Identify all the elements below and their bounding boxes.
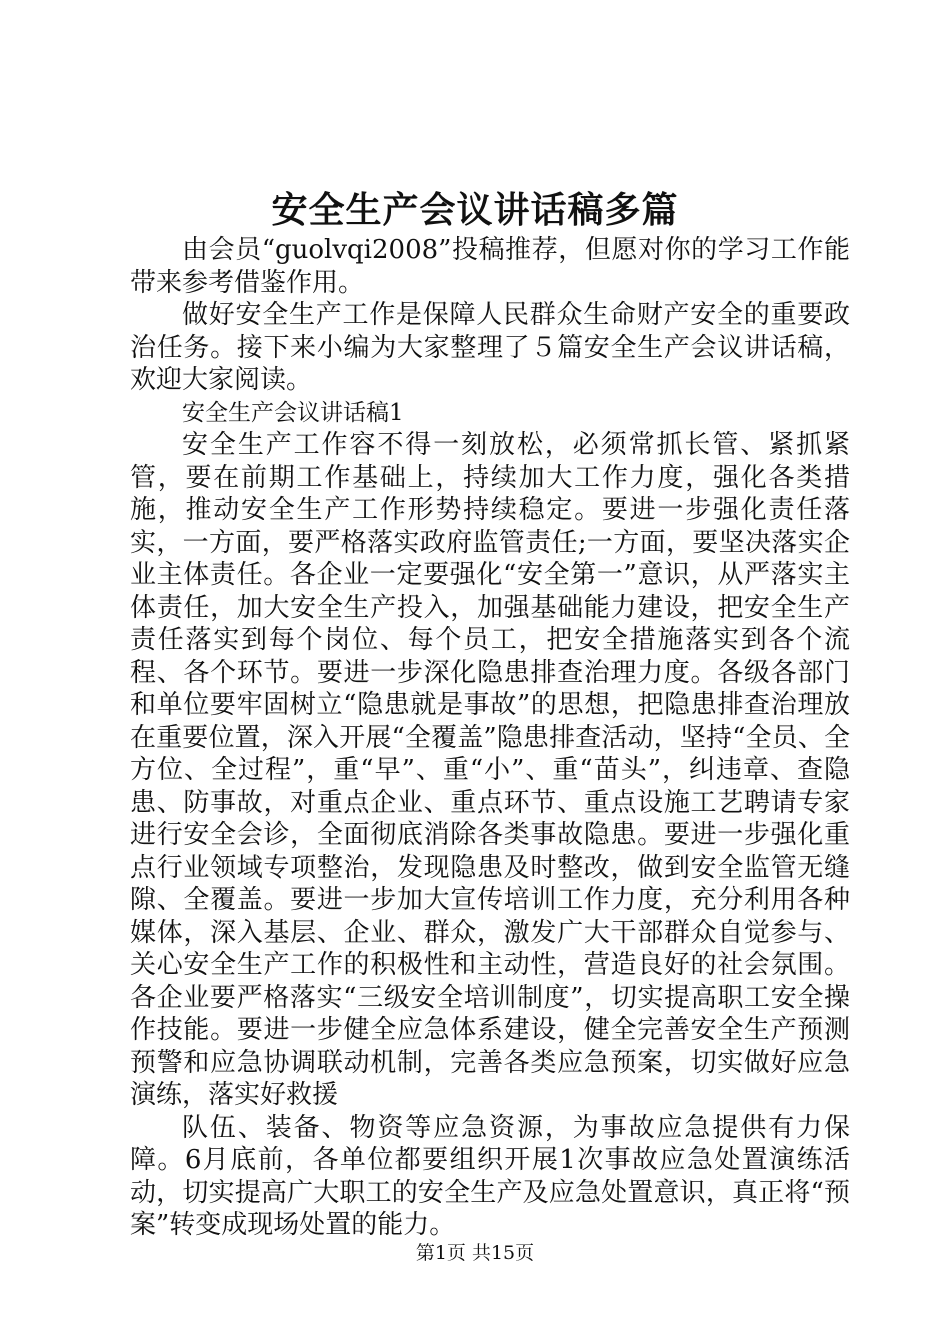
preface-paragraph: 做好安全生产工作是保障人民群众生命财产安全的重要政治任务。接下来小编为大家整理了５篇安全生产会议讲话稿，欢迎大家阅读。 bbox=[130, 300, 850, 395]
intro-paragraph: 由会员“guolvqi2008”投稿推荐，但愿对你的学习工作能带来参考借鉴作用。 bbox=[130, 235, 850, 298]
document-title: 安全生产会议讲话稿多篇 bbox=[271, 189, 679, 231]
body-paragraph: 安全生产工作容不得一刻放松，必须常抓长管、紧抓紧管，要在前期工作基础上，持续加大工作力度，强化各类措施，推动安全生产工作形势持续稳定。要进一步强化责任落实，一方面，要严格落实政府监管责任;一方面，要坚决落实企业主体责任。各企业一定要强化“安全第一”意识，从严落实主体责任，加大安全生产投入，加强基础能力建设，把安全生产责任落实到每个岗位、每个员工，把安全措施落实到各个流程、各个环节。要进一步深化隐患排查治理力度。各级各部门和单位要牢固树立“隐患就是事故”的思想，把隐患排查治理放在重要位置，深入开展“全覆盖”隐患排查活动，坚持“全员、全方位、全过程”，重“早”、重“小”、重“苗头”，纠违章、查隐患、防事故，对重点企业、重点环节、重点设施工艺聘请专家进行安全会诊，全面彻底消除各类事故隐患。要进一步强化重点行业领域专项整治，发现隐患及时整改，做到安全监管无缝隙、全覆盖。要进一步加大宣传培训工作力度，充分利用各种媒体，深入基层、企业、群众，激发广大干部群众自觉参与、关心安全生产工作的积极性和主动性，营造良好的社会氛围。各企业要严格落实“三级安全培训制度”，切实提高职工安全操作技能。要进一步健全应急体系建设，健全完善安全生产预测预警和应急协调联动机制，完善各类应急预案，切实做好应急演练，落实好救援 bbox=[130, 430, 850, 1110]
body-paragraph: 队伍、装备、物资等应急资源，为事故应急提供有力保障。6月底前，各单位都要组织开展1次事故应急处置演练活动，切实提高广大职工的安全生产及应急处置意识，真正将“预案”转变成现场处置的能力。 bbox=[130, 1112, 850, 1240]
section-heading: 安全生产会议讲话稿1 bbox=[182, 399, 404, 426]
document-body bbox=[130, 234, 850, 1242]
page-footer: 第1页 共15页 bbox=[415, 1242, 535, 1264]
